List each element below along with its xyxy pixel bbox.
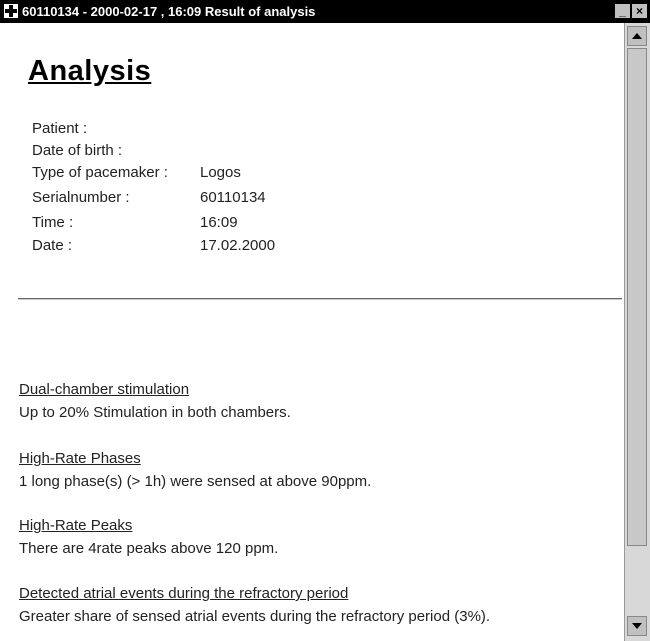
section-text-dual-chamber: Up to 20% Stimulation in both chambers.	[19, 404, 291, 421]
pacemaker-label: Type of pacemaker :	[32, 164, 168, 181]
section-text-atrial-events: Greater share of sensed atrial events during the refractory period (3%).	[19, 608, 491, 625]
hospital-cross-icon	[3, 3, 19, 19]
scroll-up-button[interactable]	[627, 26, 647, 46]
title-bar[interactable]	[0, 0, 650, 23]
section-divider	[18, 298, 622, 300]
scroll-thumb[interactable]	[627, 48, 647, 546]
arrow-down-icon	[632, 623, 642, 629]
section-heading-high-rate-peaks: High-Rate Peaks	[19, 517, 133, 534]
arrow-up-icon	[632, 33, 642, 39]
pacemaker-value: Logos	[200, 164, 241, 181]
patient-label: Patient :	[32, 120, 88, 137]
time-label: Time :	[32, 214, 74, 231]
dob-label: Date of birth :	[32, 142, 123, 159]
date-value: 17.02.2000	[200, 237, 276, 254]
minimize-button[interactable]: _	[615, 4, 630, 18]
serial-label: Serialnumber :	[32, 189, 130, 206]
serial-value: 60110134	[200, 189, 266, 206]
section-text-high-rate-phases: 1 long phase(s) (> 1h) were sensed at above 90ppm.	[19, 473, 372, 490]
time-value: 16:09	[200, 214, 238, 231]
page-title: Analysis	[28, 55, 152, 87]
section-text-high-rate-peaks: There are 4rate peaks above 120 ppm.	[19, 540, 279, 557]
close-button[interactable]: ×	[632, 4, 647, 18]
window-title: 60110134 - 2000-02-17 , 16:09 Result of analysis	[22, 4, 316, 19]
vertical-scrollbar[interactable]	[624, 23, 650, 641]
report-content	[8, 23, 624, 641]
section-heading-high-rate-phases: High-Rate Phases	[19, 450, 141, 467]
section-heading-atrial-events: Detected atrial events during the refractory period	[19, 585, 349, 602]
date-label: Date :	[32, 237, 73, 254]
section-heading-dual-chamber: Dual-chamber stimulation	[19, 381, 190, 398]
scroll-down-button[interactable]	[627, 616, 647, 636]
